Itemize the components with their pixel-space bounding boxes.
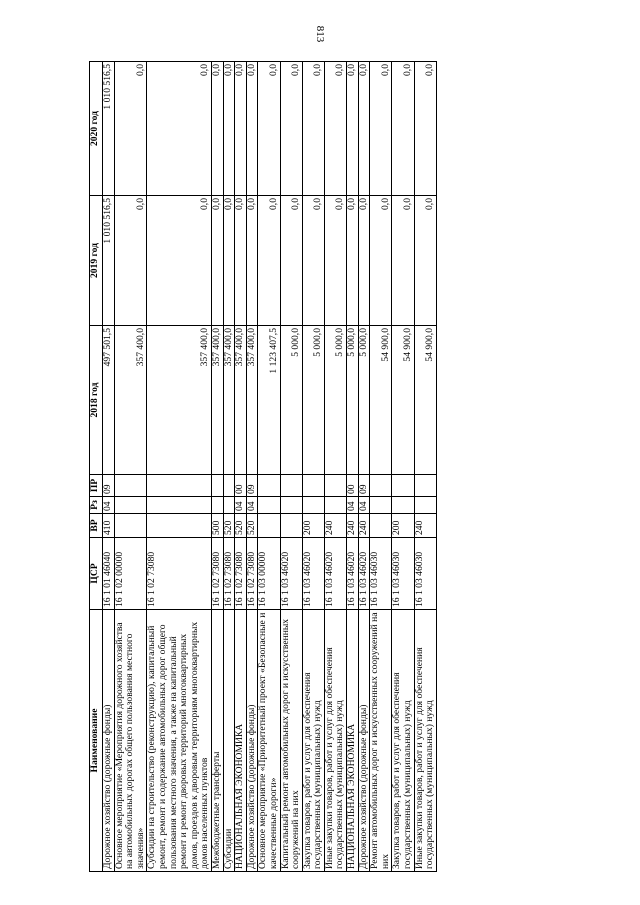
cell-rz	[223, 497, 235, 514]
cell-vr	[114, 514, 147, 538]
cell-rz	[258, 497, 280, 514]
cell-csr: 16 1 03 46020	[347, 538, 359, 610]
cell-2020: 0,0	[246, 62, 258, 196]
cell-2019: 0,0	[392, 196, 414, 326]
table-row	[246, 62, 258, 872]
table-row	[370, 62, 392, 872]
cell-2018: 54 900,0	[414, 326, 436, 475]
cell-2019: 0,0	[370, 196, 392, 326]
cell-2018: 357 400,0	[147, 326, 212, 475]
cell-vr	[258, 514, 280, 538]
cell-2018: 497 501,5	[103, 326, 115, 475]
cell-vr: 410	[103, 514, 115, 538]
cell-name: НАЦИОНАЛЬНАЯ ЭКОНОМИКА	[347, 610, 359, 872]
cell-rz: 04	[347, 497, 359, 514]
cell-2019: 0,0	[211, 196, 223, 326]
cell-2020: 0,0	[358, 62, 370, 196]
table-row	[302, 62, 324, 872]
cell-name: Субсидии	[223, 610, 235, 872]
table-row	[147, 62, 212, 872]
cell-name: Дорожное хозяйство (дорожные фонды)	[246, 610, 258, 872]
cell-pr	[258, 475, 280, 497]
cell-pr: 00	[347, 475, 359, 497]
cell-2019: 0,0	[324, 196, 346, 326]
cell-pr	[302, 475, 324, 497]
table-row	[114, 62, 147, 872]
cell-rz	[211, 497, 223, 514]
cell-vr: 240	[358, 514, 370, 538]
header-name: Наименование	[90, 610, 103, 872]
cell-2018: 357 400,0	[246, 326, 258, 475]
cell-2018: 54 900,0	[392, 326, 414, 475]
rotated-page-area	[89, 62, 549, 872]
header-pr: ПР	[90, 475, 103, 497]
cell-rz: 04	[246, 497, 258, 514]
cell-rz	[280, 497, 302, 514]
cell-2020: 0,0	[414, 62, 436, 196]
cell-vr	[147, 514, 212, 538]
cell-2020: 0,0	[324, 62, 346, 196]
cell-2020: 1 010 516,5	[103, 62, 115, 196]
cell-csr: 16 1 03 46030	[414, 538, 436, 610]
cell-2018: 54 900,0	[370, 326, 392, 475]
cell-vr	[370, 514, 392, 538]
cell-rz: 04	[358, 497, 370, 514]
header-csr: ЦСР	[90, 538, 103, 610]
header-vr: ВР	[90, 514, 103, 538]
cell-pr: 09	[358, 475, 370, 497]
cell-2019: 0,0	[258, 196, 280, 326]
cell-vr: 240	[347, 514, 359, 538]
cell-csr: 16 1 03 46020	[280, 538, 302, 610]
cell-csr: 16 1 03 46020	[324, 538, 346, 610]
cell-pr	[414, 475, 436, 497]
cell-rz	[302, 497, 324, 514]
cell-name: Закупка товаров, работ и услуг для обеспечения государственных (муниципальных) нужд	[392, 610, 414, 872]
cell-2018: 357 400,0	[223, 326, 235, 475]
table-body	[103, 62, 437, 872]
cell-vr: 520	[246, 514, 258, 538]
cell-2019: 0,0	[114, 196, 147, 326]
table-row	[103, 62, 115, 872]
cell-2019: 1 010 516,5	[103, 196, 115, 326]
cell-2018: 5 000,0	[358, 326, 370, 475]
cell-csr: 16 1 01 46040	[103, 538, 115, 610]
cell-pr: 09	[246, 475, 258, 497]
cell-rz: 04	[103, 497, 115, 514]
cell-2018: 5 000,0	[302, 326, 324, 475]
cell-pr	[392, 475, 414, 497]
cell-vr: 240	[414, 514, 436, 538]
cell-2020: 0,0	[147, 62, 212, 196]
header-rz: Рз	[90, 497, 103, 514]
cell-rz	[147, 497, 212, 514]
cell-pr	[211, 475, 223, 497]
cell-2019: 0,0	[358, 196, 370, 326]
cell-2019: 0,0	[235, 196, 247, 326]
cell-2020: 0,0	[347, 62, 359, 196]
cell-2020: 0,0	[392, 62, 414, 196]
cell-csr: 16 1 02 73080	[223, 538, 235, 610]
table-header-row	[90, 62, 103, 872]
table-row	[392, 62, 414, 872]
cell-csr: 16 1 03 46020	[358, 538, 370, 610]
cell-2018: 357 400,0	[235, 326, 247, 475]
cell-name: Капитальный ремонт автомобильных дорог и искусственных сооружений на них	[280, 610, 302, 872]
cell-name: Ремонт автомобильных дорог и искусственных сооружений на них	[370, 610, 392, 872]
cell-vr: 200	[302, 514, 324, 538]
cell-pr	[370, 475, 392, 497]
cell-vr: 240	[324, 514, 346, 538]
cell-csr: 16 1 02 73080	[235, 538, 247, 610]
cell-2019: 0,0	[414, 196, 436, 326]
cell-pr	[114, 475, 147, 497]
cell-name: Субсидии на строительство (реконструкцию), капитальный ремонт, ремонт и содержание автомобильных дорог общего пользования местного значения, а также на капитальный ремонт и ремонт дворовых территорий многоквартирных домов, проездов к дворовым территориям многоквартирных домов населенных пунктов	[147, 610, 212, 872]
cell-vr: 520	[223, 514, 235, 538]
cell-name: Иные закупки товаров, работ и услуг для обеспечения государственных (муниципальных) нужд	[414, 610, 436, 872]
header-2018: 2018 год	[90, 326, 103, 475]
cell-rz	[114, 497, 147, 514]
table-row	[347, 62, 359, 872]
cell-csr: 16 1 03 46020	[302, 538, 324, 610]
cell-2019: 0,0	[280, 196, 302, 326]
cell-name: Основное мероприятие «Приоритетный проект «Безопасные и качественные дороги»	[258, 610, 280, 872]
cell-pr	[147, 475, 212, 497]
cell-rz	[370, 497, 392, 514]
cell-2020: 0,0	[280, 62, 302, 196]
table-row	[280, 62, 302, 872]
cell-pr	[324, 475, 346, 497]
cell-2020: 0,0	[235, 62, 247, 196]
cell-csr: 16 1 02 73080	[147, 538, 212, 610]
cell-2019: 0,0	[223, 196, 235, 326]
cell-vr: 500	[211, 514, 223, 538]
budget-table-container	[89, 62, 549, 872]
cell-name: Дорожное хозяйство (дорожные фонды)	[103, 610, 115, 872]
cell-vr	[280, 514, 302, 538]
cell-name: Основное мероприятие «Мероприятия дорожного хозяйства на автомобильных дорогах общего пользования местного значения»	[114, 610, 147, 872]
cell-csr: 16 1 03 46030	[392, 538, 414, 610]
table-row	[258, 62, 280, 872]
cell-name: Закупка товаров, работ и услуг для обеспечения государственных (муниципальных) нужд	[302, 610, 324, 872]
budget-table	[89, 61, 437, 872]
cell-2020: 0,0	[370, 62, 392, 196]
table-row	[324, 62, 346, 872]
cell-2019: 0,0	[246, 196, 258, 326]
page-number: 813	[314, 25, 326, 43]
cell-rz	[392, 497, 414, 514]
cell-2018: 5 000,0	[280, 326, 302, 475]
cell-2019: 0,0	[147, 196, 212, 326]
cell-rz: 04	[235, 497, 247, 514]
table-row	[223, 62, 235, 872]
cell-2020: 0,0	[302, 62, 324, 196]
header-2020: 2020 год	[90, 62, 103, 196]
cell-vr: 520	[235, 514, 247, 538]
cell-2020: 0,0	[114, 62, 147, 196]
cell-2020: 0,0	[211, 62, 223, 196]
cell-2018: 5 000,0	[347, 326, 359, 475]
cell-pr	[223, 475, 235, 497]
cell-name: Иные закупки товаров, работ и услуг для обеспечения государственных (муниципальных) нужд	[324, 610, 346, 872]
cell-csr: 16 1 02 73080	[246, 538, 258, 610]
cell-2020: 0,0	[258, 62, 280, 196]
cell-name: НАЦИОНАЛЬНАЯ ЭКОНОМИКА	[235, 610, 247, 872]
cell-pr: 09	[103, 475, 115, 497]
cell-csr: 16 1 03 00000	[258, 538, 280, 610]
cell-2018: 357 400,0	[211, 326, 223, 475]
cell-csr: 16 1 02 73080	[211, 538, 223, 610]
cell-csr: 16 1 02 00000	[114, 538, 147, 610]
cell-name: Дорожное хозяйство (дорожные фонды)	[358, 610, 370, 872]
cell-vr: 200	[392, 514, 414, 538]
cell-2020: 0,0	[223, 62, 235, 196]
cell-pr: 00	[235, 475, 247, 497]
cell-csr: 16 1 03 46030	[370, 538, 392, 610]
table-row	[414, 62, 436, 872]
cell-2019: 0,0	[302, 196, 324, 326]
cell-rz	[414, 497, 436, 514]
cell-rz	[324, 497, 346, 514]
header-2019: 2019 год	[90, 196, 103, 326]
cell-2018: 5 000,0	[324, 326, 346, 475]
cell-2018: 357 400,0	[114, 326, 147, 475]
table-row	[211, 62, 223, 872]
cell-pr	[280, 475, 302, 497]
table-row	[358, 62, 370, 872]
table-row	[235, 62, 247, 872]
cell-2019: 0,0	[347, 196, 359, 326]
cell-name: Межбюджетные трансферты	[211, 610, 223, 872]
cell-2018: 1 123 407,5	[258, 326, 280, 475]
